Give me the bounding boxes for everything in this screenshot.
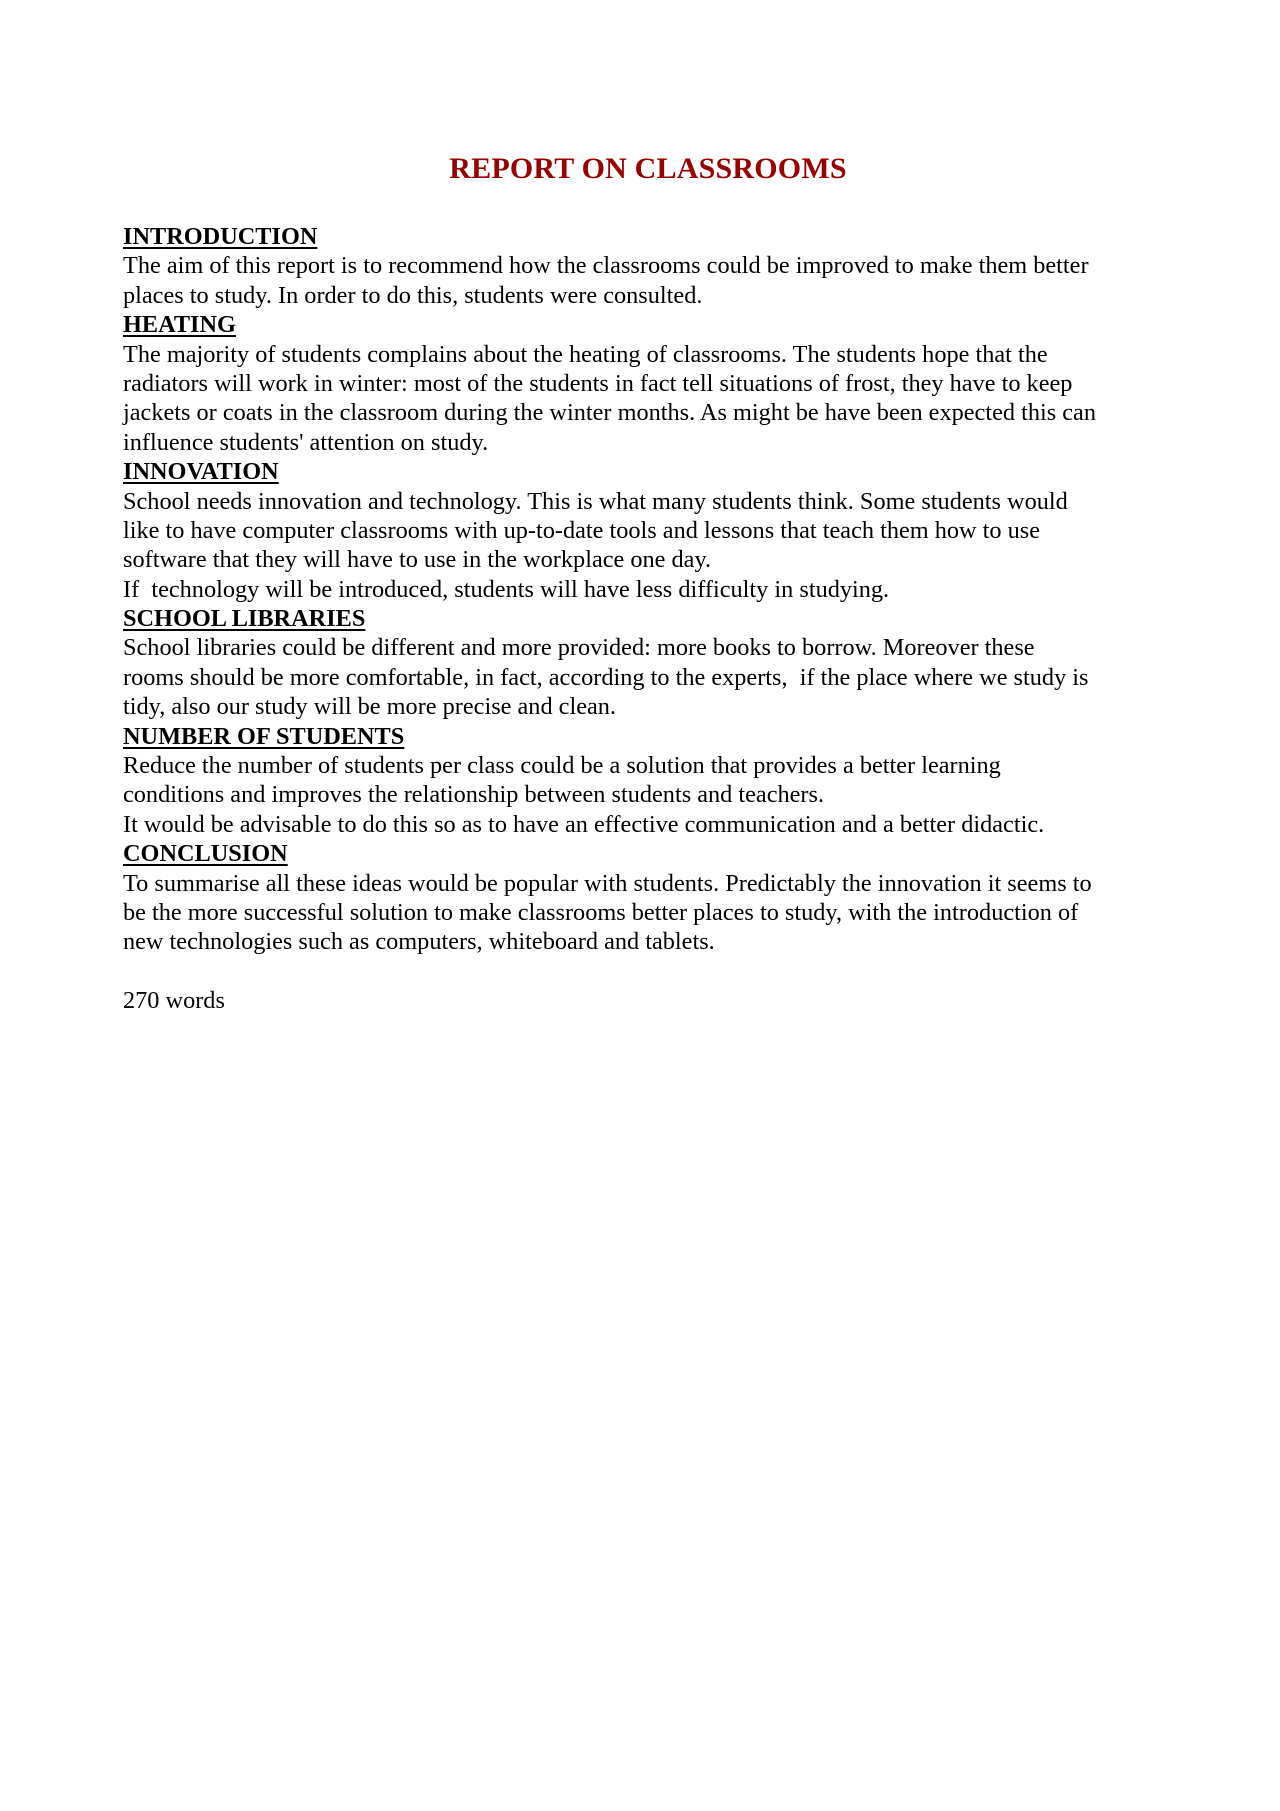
paragraph-line: software that they will have to use in the workplace one day. [123,546,712,574]
paragraph-line: Reduce the number of students per class could be a solution that provides a better learning [123,752,1001,780]
document-body [123,222,1203,1016]
section-school-libraries [123,604,1203,722]
paragraph-line: places to study. In order to do this, students were consulted. [123,281,703,309]
paragraph-line: influence students' attention on study. [123,428,489,456]
paragraph-line: rooms should be more comfortable, in fact, according to the experts, if the place where we study is [123,663,1089,691]
section-number-of-students [123,722,1203,840]
blank-line [123,957,1203,986]
paragraph-line: The aim of this report is to recommend how the classrooms could be improved to make them better [123,252,1089,280]
section-introduction [123,222,1203,310]
paragraph-line: School libraries could be different and more provided: more books to borrow. Moreover these [123,634,1035,662]
paragraph-line: It would be advisable to do this so as to have an effective communication and a better didactic. [123,810,1045,838]
paragraph-line: School needs innovation and technology. This is what many students think. Some students would [123,487,1068,515]
paragraph-line: conditions and improves the relationship between students and teachers. [123,781,825,809]
paragraph-line: radiators will work in winter: most of the students in fact tell situations of frost, they have to keep [123,369,1073,397]
paragraph-line: The majority of students complains about the heating of classrooms. The students hope that the [123,340,1048,368]
paragraph-line: like to have computer classrooms with up-to-date tools and lessons that teach them how to use [123,516,1041,544]
section-conclusion [123,839,1203,957]
section-heading: INNOVATION [123,458,279,486]
paragraph-line: jackets or coats in the classroom during the winter months. As might be have been expected this can [123,399,1096,427]
paragraph-line: tidy, also our study will be more precise and clean. [123,693,616,721]
section-heading: NUMBER OF STUDENTS [123,722,405,750]
section-heating [123,310,1203,457]
paragraph-line: be the more successful solution to make classrooms better places to study, with the introduction of [123,898,1079,926]
section-heading: CONCLUSION [123,840,288,868]
paragraph-line: If technology will be introduced, students will have less difficulty in studying. [123,575,890,603]
section-innovation [123,457,1203,604]
section-heading: HEATING [123,311,236,339]
section-heading: SCHOOL LIBRARIES [123,605,366,633]
section-heading: INTRODUCTION [123,223,318,250]
paragraph-line: new technologies such as computers, whiteboard and tablets. [123,928,715,956]
paragraph-line: To summarise all these ideas would be popular with students. Predictably the innovation it seems to [123,869,1092,897]
document-title: REPORT ON CLASSROOMS [449,152,847,185]
word-count: 270 words [123,987,225,1015]
